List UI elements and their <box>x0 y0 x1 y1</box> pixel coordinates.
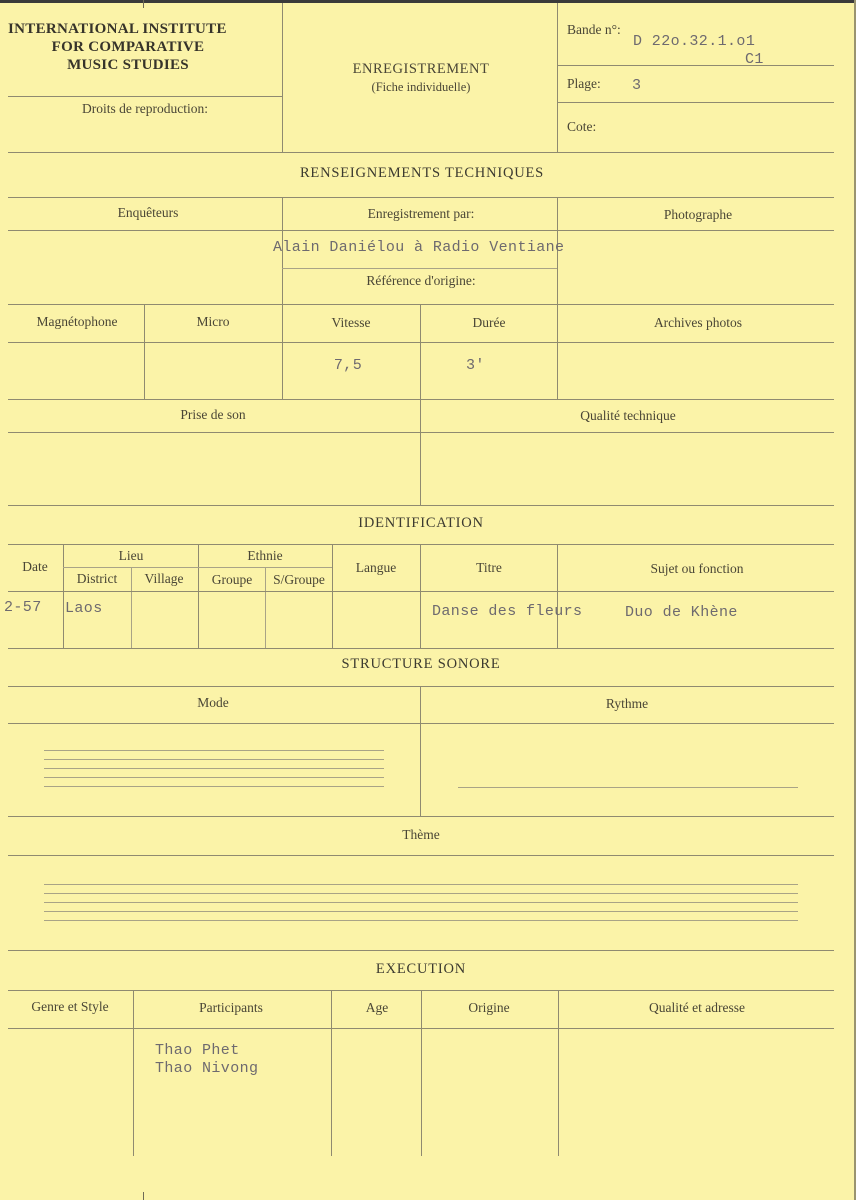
enqueteurs-label: Enquêteurs <box>117 205 179 220</box>
prise-de-son-label: Prise de son <box>180 407 246 422</box>
sujet-label: Sujet ou fonction <box>650 561 744 576</box>
bande-label: Bande n°: <box>567 22 621 37</box>
form-title: ENREGISTREMENT <box>352 61 490 77</box>
bottom-tick <box>143 1192 144 1200</box>
district-value: Laos <box>65 600 103 617</box>
participants-label: Participants <box>199 1000 263 1015</box>
plage-label: Plage: <box>567 76 601 91</box>
recorded-by-value: Alain Daniélou à Radio Ventiane <box>273 239 565 256</box>
bande-value-2: C1 <box>745 51 764 68</box>
execution-section-title: EXECUTION <box>375 961 467 977</box>
form-subtitle: (Fiche individuelle) <box>371 80 471 94</box>
theme-label: Thème <box>402 827 440 842</box>
plage-value: 3 <box>632 77 642 94</box>
district-label: District <box>76 571 118 586</box>
top-tick <box>143 0 144 8</box>
titre-value: Danse des fleurs <box>432 603 583 620</box>
titre-label: Titre <box>476 560 502 575</box>
participant-2: Thao Nivong <box>155 1060 259 1077</box>
institute-line-1: INTERNATIONAL INSTITUTE <box>8 21 227 37</box>
lieu-label: Lieu <box>118 548 144 563</box>
micro-label: Micro <box>196 314 230 329</box>
structure-section-title: STRUCTURE SONORE <box>341 656 501 672</box>
cote-label: Cote: <box>567 119 597 134</box>
origine-label: Origine <box>468 1000 510 1015</box>
bande-value: D 22o.32.1.o1 <box>633 33 756 50</box>
vitesse-label: Vitesse <box>331 315 371 330</box>
ethnie-label: Ethnie <box>247 548 283 563</box>
mode-label: Mode <box>197 695 229 710</box>
qualite-adresse-label: Qualité et adresse <box>649 1000 745 1015</box>
rights-label: Droits de reproduction: <box>82 101 208 116</box>
date-value: 2-57 <box>4 599 42 616</box>
duree-value: 3' <box>466 357 485 374</box>
sujet-value: Duo de Khène <box>625 604 738 621</box>
groupe-label: Groupe <box>211 572 253 587</box>
duree-label: Durée <box>472 315 506 330</box>
sgroupe-label: S/Groupe <box>273 572 325 587</box>
magnetophone-label: Magnétophone <box>36 314 118 329</box>
archives-photos-label: Archives photos <box>653 315 743 330</box>
genre-style-label: Genre et Style <box>31 999 109 1014</box>
village-label: Village <box>144 571 184 586</box>
vitesse-value: 7,5 <box>333 357 363 374</box>
qualite-technique-label: Qualité technique <box>580 408 676 423</box>
langue-label: Langue <box>355 560 397 575</box>
age-label: Age <box>365 1000 389 1015</box>
enregistrement-par-label: Enregistrement par: <box>367 206 475 221</box>
photographe-label: Photographe <box>663 207 733 222</box>
institute-line-3: MUSIC STUDIES <box>67 57 189 73</box>
reference-label: Référence d'origine: <box>366 273 476 288</box>
technique-section-title: RENSEIGNEMENTS TECHNIQUES <box>299 165 545 181</box>
rythme-label: Rythme <box>605 696 649 711</box>
participant-1: Thao Phet <box>155 1042 240 1059</box>
institute-line-2: FOR COMPARATIVE <box>51 39 205 55</box>
identification-section-title: IDENTIFICATION <box>358 515 484 531</box>
top-edge <box>0 0 856 3</box>
date-label: Date <box>22 559 48 574</box>
